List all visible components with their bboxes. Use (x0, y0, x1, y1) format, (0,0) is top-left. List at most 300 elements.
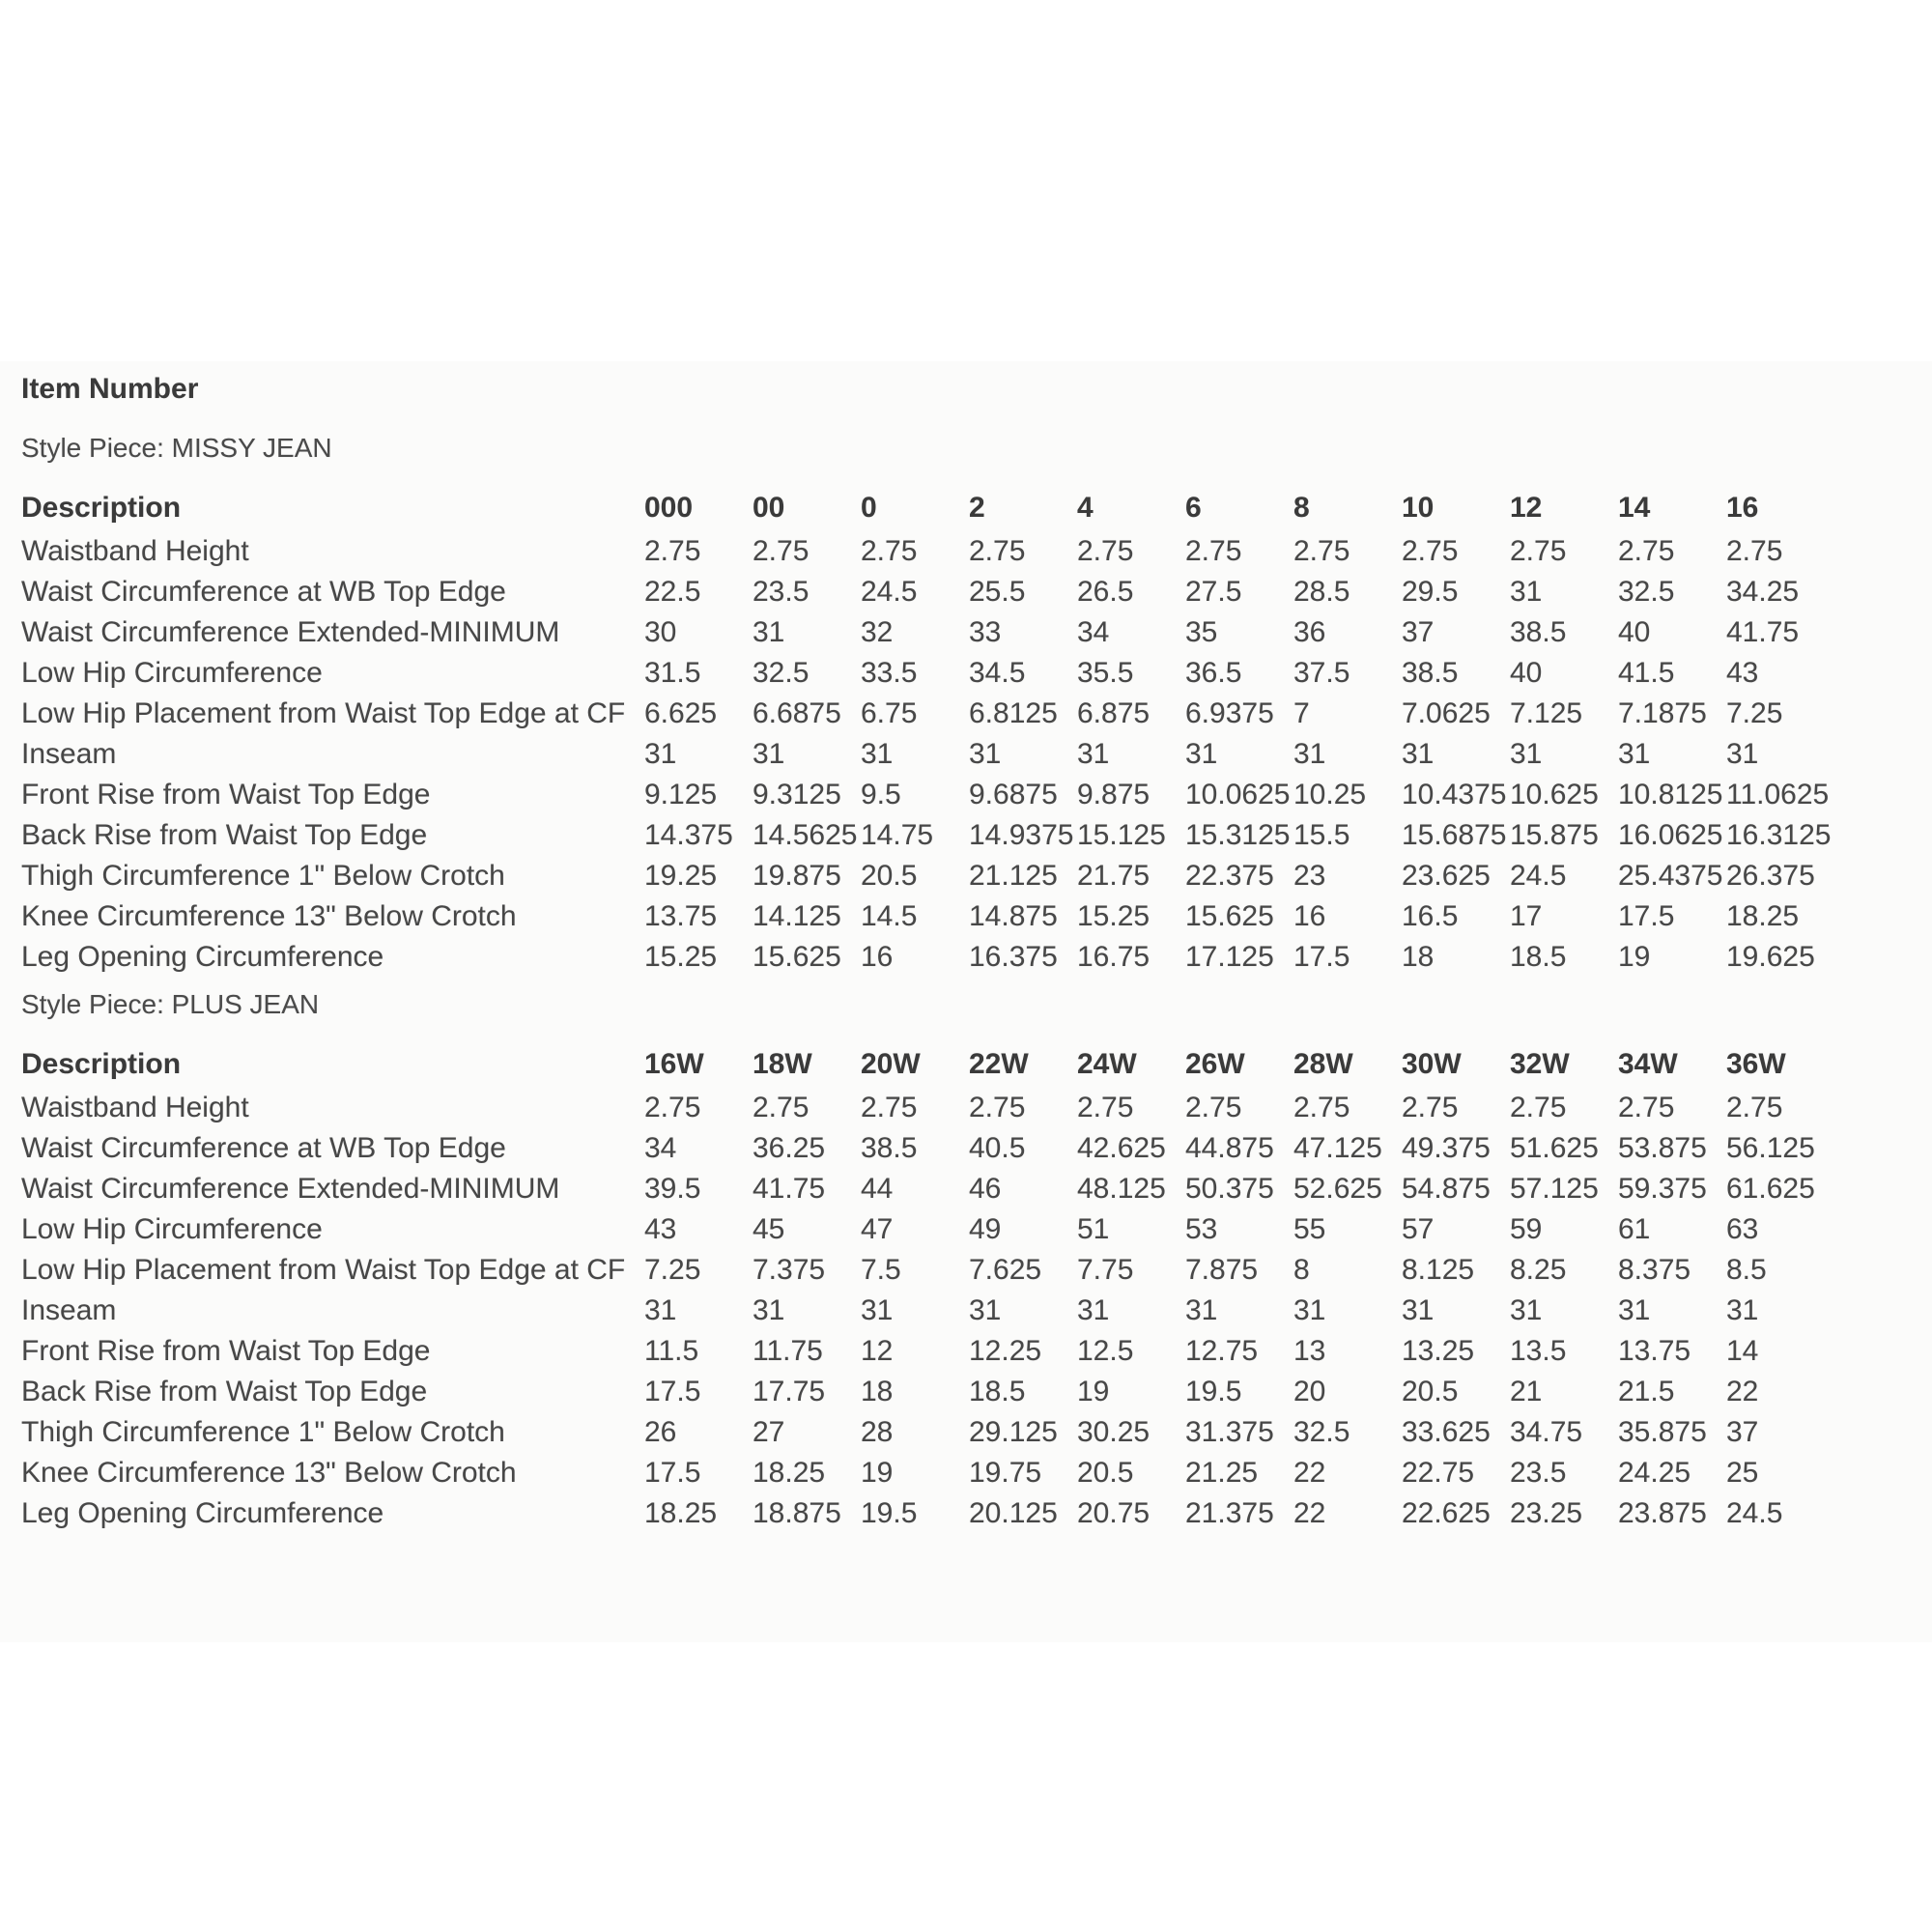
size-value-cell: 40 (1510, 657, 1543, 689)
size-value-cell: 14.5 (861, 900, 918, 932)
size-value-cell: 13.25 (1402, 1335, 1475, 1367)
size-value-cell: 31 (1293, 738, 1326, 770)
header-row (21, 485, 1842, 531)
size-value-cell: 20.5 (861, 860, 918, 892)
size-value-cell: 49 (969, 1213, 1002, 1245)
style-piece-label-missy: Style Piece: MISSY JEAN (21, 433, 332, 463)
size-value-cell: 8.25 (1510, 1254, 1567, 1286)
size-value-cell: 38.5 (1402, 657, 1459, 689)
size-value-cell: 15.25 (1077, 900, 1151, 932)
size-value-cell: 2.75 (753, 1092, 810, 1123)
row-label-cell: Front Rise from Waist Top Edge (21, 1335, 431, 1367)
size-value-cell: 36.25 (753, 1132, 826, 1164)
size-value-cell: 11.0625 (1726, 779, 1830, 810)
size-value-cell: 2.75 (644, 535, 701, 567)
size-value-cell: 2.75 (1185, 1092, 1242, 1123)
size-spec-document (21, 375, 1857, 1534)
size-value-cell: 2.75 (1510, 535, 1567, 567)
size-value-cell: 16 (861, 941, 894, 973)
size-value-cell: 19 (1077, 1376, 1110, 1407)
size-value-cell: 31 (1726, 738, 1759, 770)
table-row (21, 1128, 1842, 1169)
size-value-cell: 19.5 (1185, 1376, 1242, 1407)
size-value-cell: 38.5 (861, 1132, 918, 1164)
size-value-cell: 37 (1402, 616, 1435, 648)
size-value-cell: 13 (1293, 1335, 1326, 1367)
size-value-cell: 19.25 (644, 860, 718, 892)
size-value-cell: 61.625 (1726, 1173, 1815, 1205)
size-value-cell: 31.5 (644, 657, 701, 689)
size-value-cell: 11.5 (644, 1335, 699, 1367)
size-value-cell: 18 (1402, 941, 1435, 973)
size-value-cell: 14.9375 (969, 819, 1074, 851)
size-value-cell: 45 (753, 1213, 785, 1245)
size-value-cell: 41.75 (753, 1173, 826, 1205)
size-value-cell: 31 (644, 1294, 677, 1326)
size-value-cell: 23.875 (1618, 1497, 1707, 1529)
size-value-cell: 13.75 (1618, 1335, 1691, 1367)
size-value-cell: 18.5 (969, 1376, 1026, 1407)
size-value-cell: 9.6875 (969, 779, 1058, 810)
size-value-cell: 6.625 (644, 697, 718, 729)
size-value-cell: 31 (753, 738, 785, 770)
table-row (21, 815, 1842, 856)
size-value-cell: 53.875 (1618, 1132, 1707, 1164)
size-value-cell: 34.75 (1510, 1416, 1583, 1448)
size-value-cell: 7.25 (1726, 697, 1783, 729)
size-value-cell: 23 (1293, 860, 1326, 892)
size-value-cell: 6.875 (1077, 697, 1151, 729)
table-row (21, 1372, 1842, 1412)
size-value-cell: 31 (1510, 1294, 1543, 1326)
table-row (21, 694, 1842, 734)
size-value-cell: 9.3125 (753, 779, 841, 810)
size-value-cell: 31.375 (1185, 1416, 1274, 1448)
size-value-cell: 18.875 (753, 1497, 841, 1529)
size-column-header: 000 (644, 492, 694, 524)
size-value-cell: 8.375 (1618, 1254, 1691, 1286)
size-value-cell: 36 (1293, 616, 1326, 648)
item-number-heading: Item Number (21, 373, 199, 405)
size-value-cell: 14.125 (753, 900, 841, 932)
size-value-cell: 23.25 (1510, 1497, 1583, 1529)
size-value-cell: 18.5 (1510, 941, 1567, 973)
size-value-cell: 26 (644, 1416, 677, 1448)
size-value-cell: 14.375 (644, 819, 733, 851)
size-value-cell: 20.5 (1077, 1457, 1134, 1489)
size-value-cell: 23.5 (1510, 1457, 1567, 1489)
size-value-cell: 35 (1185, 616, 1218, 648)
size-value-cell: 29.125 (969, 1416, 1058, 1448)
size-column-header: 18W (753, 1048, 812, 1080)
size-value-cell: 2.75 (1726, 535, 1783, 567)
size-value-cell: 25.5 (969, 576, 1026, 608)
size-value-cell: 7.375 (753, 1254, 826, 1286)
size-value-cell: 10.4375 (1402, 779, 1507, 810)
row-label-cell: Inseam (21, 738, 117, 770)
size-value-cell: 31 (753, 616, 785, 648)
size-value-cell: 15.5 (1293, 819, 1350, 851)
description-column-header: Description (21, 1048, 182, 1080)
size-value-cell: 16.3125 (1726, 819, 1832, 851)
table-row (21, 1331, 1842, 1372)
size-value-cell: 21.75 (1077, 860, 1151, 892)
size-value-cell: 25.4375 (1618, 860, 1723, 892)
size-value-cell: 2.75 (1726, 1092, 1783, 1123)
size-value-cell: 31 (1293, 1294, 1326, 1326)
size-value-cell: 15.6875 (1402, 819, 1507, 851)
row-label-cell: Front Rise from Waist Top Edge (21, 779, 431, 810)
size-column-header: 6 (1185, 492, 1202, 524)
size-value-cell: 16.75 (1077, 941, 1151, 973)
size-value-cell: 15.625 (753, 941, 841, 973)
size-column-header: 10 (1402, 492, 1435, 524)
size-value-cell: 35.875 (1618, 1416, 1707, 1448)
size-value-cell: 14 (1726, 1335, 1759, 1367)
size-value-cell: 2.75 (1510, 1092, 1567, 1123)
size-value-cell: 2.75 (1077, 1092, 1134, 1123)
size-value-cell: 26.5 (1077, 576, 1134, 608)
size-value-cell: 2.75 (969, 535, 1026, 567)
size-column-header: 14 (1618, 492, 1651, 524)
size-value-cell: 7.125 (1510, 697, 1583, 729)
size-value-cell: 17 (1510, 900, 1543, 932)
size-value-cell: 22 (1293, 1457, 1326, 1489)
size-value-cell: 34.25 (1726, 576, 1800, 608)
size-value-cell: 2.75 (753, 535, 810, 567)
size-value-cell: 51.625 (1510, 1132, 1599, 1164)
size-value-cell: 7 (1293, 697, 1310, 729)
size-value-cell: 15.875 (1510, 819, 1599, 851)
size-value-cell: 47 (861, 1213, 894, 1245)
size-value-cell: 44 (861, 1173, 894, 1205)
size-column-header: 2 (969, 492, 985, 524)
size-value-cell: 20.125 (969, 1497, 1058, 1529)
size-value-cell: 24.25 (1618, 1457, 1691, 1489)
size-value-cell: 7.1875 (1618, 697, 1707, 729)
size-value-cell: 21.375 (1185, 1497, 1274, 1529)
size-value-cell: 12.5 (1077, 1335, 1134, 1367)
size-value-cell: 26.375 (1726, 860, 1815, 892)
size-value-cell: 42.625 (1077, 1132, 1166, 1164)
size-value-cell: 34 (644, 1132, 677, 1164)
size-value-cell: 31 (1618, 738, 1651, 770)
size-value-cell: 23.5 (753, 576, 810, 608)
size-value-cell: 30 (644, 616, 677, 648)
size-value-cell: 22.625 (1402, 1497, 1491, 1529)
size-value-cell: 46 (969, 1173, 1002, 1205)
size-value-cell: 40 (1618, 616, 1651, 648)
size-value-cell: 12.25 (969, 1335, 1042, 1367)
style-piece-label-plus: Style Piece: PLUS JEAN (21, 989, 320, 1019)
size-column-header: 26W (1185, 1048, 1245, 1080)
size-column-header: 30W (1402, 1048, 1462, 1080)
size-value-cell: 38.5 (1510, 616, 1567, 648)
size-value-cell: 23.625 (1402, 860, 1491, 892)
size-value-cell: 16.5 (1402, 900, 1459, 932)
size-value-cell: 6.9375 (1185, 697, 1274, 729)
size-value-cell: 15.125 (1077, 819, 1166, 851)
size-value-cell: 48.125 (1077, 1173, 1166, 1205)
table-row (21, 775, 1842, 815)
size-value-cell: 61 (1618, 1213, 1651, 1245)
size-value-cell: 49.375 (1402, 1132, 1491, 1164)
size-value-cell: 50.375 (1185, 1173, 1274, 1205)
size-value-cell: 2.75 (644, 1092, 701, 1123)
size-value-cell: 40.5 (969, 1132, 1026, 1164)
size-value-cell: 19.625 (1726, 941, 1815, 973)
size-value-cell: 21.5 (1618, 1376, 1675, 1407)
size-value-cell: 10.625 (1510, 779, 1599, 810)
size-value-cell: 10.8125 (1618, 779, 1723, 810)
row-label-cell: Waist Circumference Extended-MINIMUM (21, 616, 560, 648)
size-value-cell: 11.75 (753, 1335, 823, 1367)
size-value-cell: 8.125 (1402, 1254, 1475, 1286)
size-column-header: 12 (1510, 492, 1543, 524)
size-value-cell: 53 (1185, 1213, 1218, 1245)
size-value-cell: 7.875 (1185, 1254, 1259, 1286)
size-value-cell: 32.5 (1618, 576, 1675, 608)
table-row (21, 896, 1842, 937)
table-row (21, 653, 1842, 694)
size-value-cell: 2.75 (861, 1092, 918, 1123)
size-value-cell: 18.25 (644, 1497, 718, 1529)
size-value-cell: 29.5 (1402, 576, 1459, 608)
size-value-cell: 6.75 (861, 697, 918, 729)
table-row (21, 1088, 1842, 1128)
size-value-cell: 2.75 (1293, 1092, 1350, 1123)
size-value-cell: 9.875 (1077, 779, 1151, 810)
size-column-header: 32W (1510, 1048, 1570, 1080)
size-value-cell: 12 (861, 1335, 894, 1367)
size-value-cell: 27.5 (1185, 576, 1242, 608)
size-value-cell: 16.375 (969, 941, 1058, 973)
size-column-header: 16W (644, 1048, 704, 1080)
size-value-cell: 17.5 (644, 1376, 701, 1407)
size-value-cell: 51 (1077, 1213, 1110, 1245)
size-value-cell: 17.75 (753, 1376, 826, 1407)
size-value-cell: 56.125 (1726, 1132, 1815, 1164)
row-label-cell: Inseam (21, 1294, 117, 1326)
size-value-cell: 19.5 (861, 1497, 918, 1529)
table-row (21, 1291, 1842, 1331)
size-value-cell: 2.75 (1077, 535, 1134, 567)
size-value-cell: 19.875 (753, 860, 841, 892)
table-row (21, 1250, 1842, 1291)
size-value-cell: 52.625 (1293, 1173, 1382, 1205)
size-value-cell: 33.625 (1402, 1416, 1491, 1448)
size-column-header: 16 (1726, 492, 1759, 524)
size-value-cell: 24.5 (1510, 860, 1567, 892)
size-value-cell: 24.5 (1726, 1497, 1783, 1529)
row-label-cell: Low Hip Placement from Waist Top Edge at CF (21, 1254, 626, 1286)
size-value-cell: 14.875 (969, 900, 1058, 932)
size-value-cell: 27 (753, 1416, 785, 1448)
size-value-cell: 31 (1618, 1294, 1651, 1326)
size-column-header: 20W (861, 1048, 921, 1080)
size-value-cell: 36.5 (1185, 657, 1242, 689)
size-value-cell: 31 (1726, 1294, 1759, 1326)
table-row (21, 1453, 1842, 1493)
row-label-cell: Waist Circumference at WB Top Edge (21, 576, 506, 608)
size-value-cell: 57.125 (1510, 1173, 1599, 1205)
size-value-cell: 39.5 (644, 1173, 701, 1205)
size-value-cell: 19.75 (969, 1457, 1042, 1489)
table-row (21, 937, 1842, 978)
size-value-cell: 31 (1077, 1294, 1110, 1326)
size-value-cell: 31 (753, 1294, 785, 1326)
size-value-cell: 37 (1726, 1416, 1759, 1448)
size-column-header: 0 (861, 492, 877, 524)
size-chart-table-plus (21, 1041, 1842, 1534)
row-label-cell: Leg Opening Circumference (21, 941, 384, 973)
size-column-header: 34W (1618, 1048, 1678, 1080)
size-value-cell: 21.125 (969, 860, 1058, 892)
size-value-cell: 13.5 (1510, 1335, 1567, 1367)
size-chart-table-missy (21, 485, 1842, 978)
table-row (21, 572, 1842, 612)
size-value-cell: 54.875 (1402, 1173, 1491, 1205)
size-value-cell: 41.75 (1726, 616, 1800, 648)
table-row (21, 734, 1842, 775)
table-row (21, 531, 1842, 572)
size-value-cell: 22.75 (1402, 1457, 1475, 1489)
size-value-cell: 28.5 (1293, 576, 1350, 608)
row-label-cell: Thigh Circumference 1" Below Crotch (21, 1416, 505, 1448)
size-value-cell: 6.6875 (753, 697, 841, 729)
size-value-cell: 8 (1293, 1254, 1310, 1286)
size-value-cell: 2.75 (1293, 535, 1350, 567)
size-value-cell: 9.125 (644, 779, 718, 810)
size-value-cell: 14.5625 (753, 819, 858, 851)
size-value-cell: 17.125 (1185, 941, 1274, 973)
table-row (21, 1169, 1842, 1209)
header-row (21, 1041, 1842, 1088)
size-value-cell: 2.75 (1618, 1092, 1675, 1123)
size-value-cell: 34 (1077, 616, 1110, 648)
table-row (21, 1412, 1842, 1453)
size-value-cell: 22.5 (644, 576, 701, 608)
size-value-cell: 59 (1510, 1213, 1543, 1245)
size-value-cell: 13.75 (644, 900, 718, 932)
description-column-header: Description (21, 492, 182, 524)
size-value-cell: 31 (1510, 738, 1543, 770)
size-value-cell: 18.25 (1726, 900, 1800, 932)
size-value-cell: 18.25 (753, 1457, 826, 1489)
size-value-cell: 63 (1726, 1213, 1759, 1245)
size-value-cell: 2.75 (861, 535, 918, 567)
size-column-header: 36W (1726, 1048, 1786, 1080)
size-value-cell: 43 (1726, 657, 1759, 689)
size-value-cell: 33 (969, 616, 1002, 648)
size-value-cell: 18 (861, 1376, 894, 1407)
row-label-cell: Knee Circumference 13" Below Crotch (21, 900, 517, 932)
size-value-cell: 17.5 (1618, 900, 1675, 932)
size-value-cell: 10.0625 (1185, 779, 1291, 810)
row-label-cell: Waistband Height (21, 1092, 249, 1123)
row-label-cell: Back Rise from Waist Top Edge (21, 1376, 428, 1407)
row-label-cell: Low Hip Circumference (21, 657, 323, 689)
size-value-cell: 33.5 (861, 657, 918, 689)
size-value-cell: 32.5 (753, 657, 810, 689)
size-value-cell: 8.5 (1726, 1254, 1767, 1286)
size-value-cell: 15.3125 (1185, 819, 1291, 851)
size-value-cell: 22 (1293, 1497, 1326, 1529)
size-value-cell: 59.375 (1618, 1173, 1707, 1205)
size-value-cell: 2.75 (969, 1092, 1026, 1123)
size-value-cell: 43 (644, 1213, 677, 1245)
size-value-cell: 20.5 (1402, 1376, 1459, 1407)
row-label-cell: Thigh Circumference 1" Below Crotch (21, 860, 505, 892)
size-value-cell: 19 (861, 1457, 894, 1489)
size-value-cell: 2.75 (1402, 535, 1459, 567)
row-label-cell: Leg Opening Circumference (21, 1497, 384, 1529)
table-row (21, 1209, 1842, 1250)
size-value-cell: 35.5 (1077, 657, 1134, 689)
size-value-cell: 31 (861, 1294, 894, 1326)
size-column-header: 24W (1077, 1048, 1137, 1080)
size-value-cell: 44.875 (1185, 1132, 1274, 1164)
row-label-cell: Waist Circumference at WB Top Edge (21, 1132, 506, 1164)
size-value-cell: 31 (644, 738, 677, 770)
size-column-header: 28W (1293, 1048, 1353, 1080)
size-value-cell: 31 (1185, 1294, 1218, 1326)
size-value-cell: 9.5 (861, 779, 901, 810)
size-value-cell: 14.75 (861, 819, 934, 851)
row-label-cell: Waist Circumference Extended-MINIMUM (21, 1173, 560, 1205)
size-value-cell: 34.5 (969, 657, 1026, 689)
size-value-cell: 31 (1077, 738, 1110, 770)
size-value-cell: 41.5 (1618, 657, 1675, 689)
row-label-cell: Low Hip Placement from Waist Top Edge at CF (21, 697, 626, 729)
size-value-cell: 31 (969, 1294, 1002, 1326)
size-value-cell: 7.25 (644, 1254, 701, 1286)
size-value-cell: 2.75 (1618, 535, 1675, 567)
size-value-cell: 57 (1402, 1213, 1435, 1245)
size-value-cell: 55 (1293, 1213, 1326, 1245)
table-row (21, 1493, 1842, 1534)
size-value-cell: 20.75 (1077, 1497, 1151, 1529)
row-label-cell: Back Rise from Waist Top Edge (21, 819, 428, 851)
size-value-cell: 10.25 (1293, 779, 1367, 810)
size-column-header: 4 (1077, 492, 1094, 524)
size-value-cell: 19 (1618, 941, 1651, 973)
size-value-cell: 21.25 (1185, 1457, 1259, 1489)
size-value-cell: 24.5 (861, 576, 918, 608)
size-value-cell: 7.75 (1077, 1254, 1134, 1286)
size-value-cell: 7.625 (969, 1254, 1042, 1286)
size-value-cell: 7.5 (861, 1254, 901, 1286)
row-label-cell: Knee Circumference 13" Below Crotch (21, 1457, 517, 1489)
size-value-cell: 31 (969, 738, 1002, 770)
size-value-cell: 47.125 (1293, 1132, 1382, 1164)
size-value-cell: 16 (1293, 900, 1326, 932)
size-value-cell: 15.625 (1185, 900, 1274, 932)
size-value-cell: 25 (1726, 1457, 1759, 1489)
size-value-cell: 12.75 (1185, 1335, 1259, 1367)
size-value-cell: 31 (1402, 1294, 1435, 1326)
size-value-cell: 22.375 (1185, 860, 1274, 892)
size-column-header: 00 (753, 492, 785, 524)
table-row (21, 856, 1842, 896)
size-value-cell: 2.75 (1402, 1092, 1459, 1123)
size-value-cell: 31 (861, 738, 894, 770)
size-value-cell: 2.75 (1185, 535, 1242, 567)
table-row (21, 612, 1842, 653)
size-value-cell: 31 (1402, 738, 1435, 770)
size-value-cell: 15.25 (644, 941, 718, 973)
size-value-cell: 30.25 (1077, 1416, 1151, 1448)
